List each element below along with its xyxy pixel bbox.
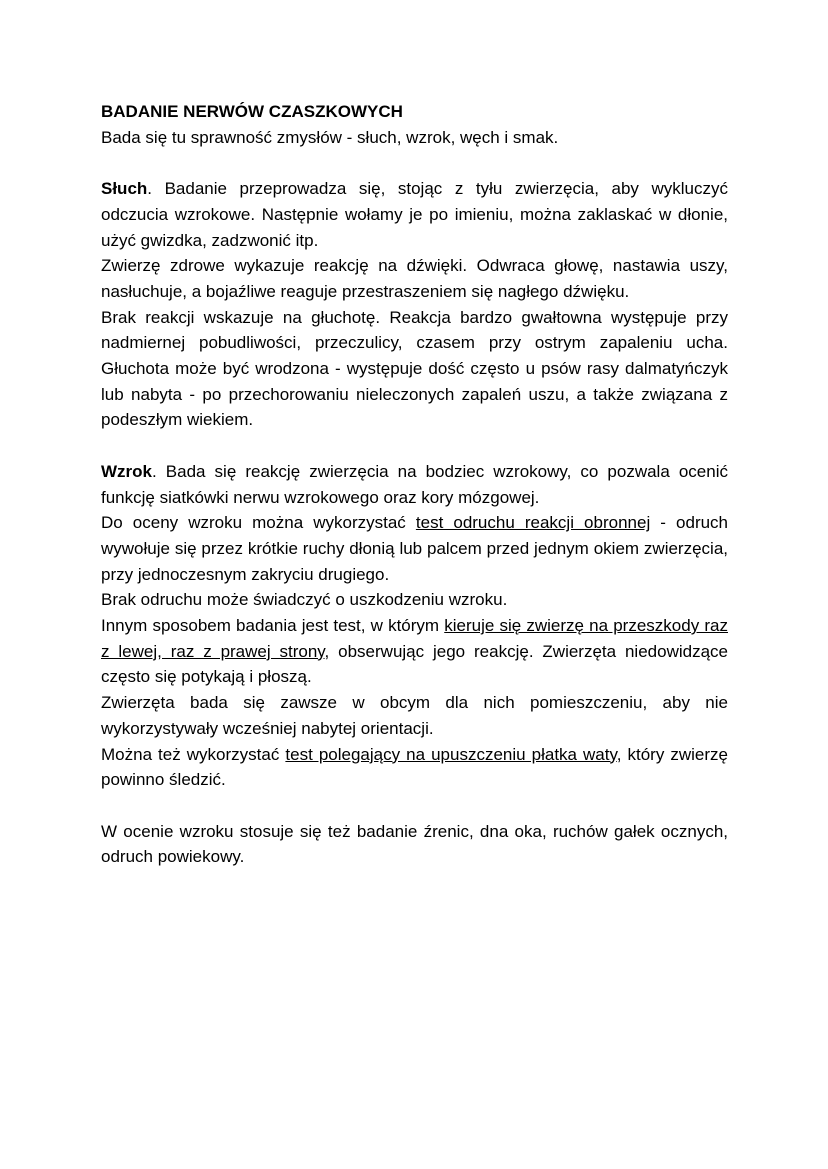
hearing-heading: Słuch bbox=[101, 179, 148, 199]
vision-paragraph-2 bbox=[101, 510, 728, 587]
vision-paragraph-4 bbox=[101, 613, 728, 690]
document-title: BADANIE NERWÓW CZASZKOWYCH bbox=[101, 102, 403, 121]
vision-paragraph-3: Brak odruchu może świadczyć o uszkodzeniu wzroku. bbox=[101, 590, 508, 610]
cotton-drop-test-link[interactable]: test polegający na upuszczeniu płatka waty bbox=[285, 744, 617, 764]
vision-paragraph-1-text: . Bada się reakcję zwierzęcia na bodziec wzrokowy, co pozwala ocenić funkcję siatkówki nerwu wzrokowego oraz kory mózgowej. bbox=[101, 461, 728, 507]
text-segment: , obserwując jego reakcję. Zwierzęta niedowidzące często się potykają i płoszą. bbox=[101, 641, 728, 687]
obstacle-test-link[interactable]: kieruje się zwierzę na przeszkody raz z lewej, raz z prawej strony bbox=[101, 616, 728, 661]
hearing-paragraph-3: Brak reakcji wskazuje na głuchotę. Reakcja bardzo gwałtowna występuje przy nadmiernej pobudliwości, przeczulicy, czasem przy ostrym zapaleniu ucha. Głuchota może być wrodzona - występuje dość często u psów rasy dalmatyńczyk lub nabyta - po przechorowaniu nieleczonych zapaleń uszu, a także związana z podeszłym wiekiem. bbox=[101, 307, 728, 430]
vision-section bbox=[101, 459, 728, 870]
hearing-section bbox=[101, 176, 728, 433]
spacer bbox=[101, 793, 728, 819]
text-segment: Innym sposobem badania jest test, w którym bbox=[101, 616, 445, 636]
defense-reflex-test-link[interactable]: test odruchu reakcji obronnej bbox=[415, 513, 651, 533]
spacer bbox=[101, 433, 728, 459]
vision-paragraph-6 bbox=[101, 742, 728, 793]
vision-paragraph-7: W ocenie wzroku stosuje się też badanie źrenic, dna oka, ruchów gałek ocznych, odruch powiekowy. bbox=[101, 821, 728, 867]
hearing-paragraph-2: Zwierzę zdrowe wykazuje reakcję na dźwięki. Odwraca głowę, nastawia uszy, nasłuchuje, a bojaźliwe reaguje przestraszeniem się nagłego dźwięku. bbox=[101, 256, 728, 301]
text-segment: Można też wykorzystać bbox=[101, 744, 286, 764]
text-segment: Do oceny wzroku można wykorzystać bbox=[101, 513, 416, 533]
document-page bbox=[101, 99, 728, 870]
vision-paragraph-5: Zwierzęta bada się zawsze w obcym dla nich pomieszczeniu, aby nie wykorzystywały wcześniej nabytej orientacji. bbox=[101, 693, 728, 738]
text-segment: - odruch wywołuje się przez krótkie ruchy dłonią lub palcem przed jednym okiem zwierzęcia, przy jednoczesnym zakryciu drugiego. bbox=[101, 513, 729, 584]
spacer bbox=[101, 150, 728, 176]
hearing-paragraph-1 bbox=[101, 176, 728, 253]
text-segment: , który zwierzę powinno śledzić. bbox=[101, 744, 728, 790]
hearing-paragraph-1-text: . Badanie przeprowadza się, stojąc z tyłu zwierzęcia, aby wykluczyć odczucia wzrokowe. Następnie wołamy je po imieniu, można zaklaskać w dłonie, użyć gwizdka, zadzwonić itp. bbox=[101, 179, 728, 250]
vision-heading: Wzrok bbox=[101, 461, 152, 481]
vision-paragraph-1 bbox=[101, 459, 728, 510]
intro-paragraph: Bada się tu sprawność zmysłów - słuch, wzrok, węch i smak. bbox=[101, 127, 559, 147]
